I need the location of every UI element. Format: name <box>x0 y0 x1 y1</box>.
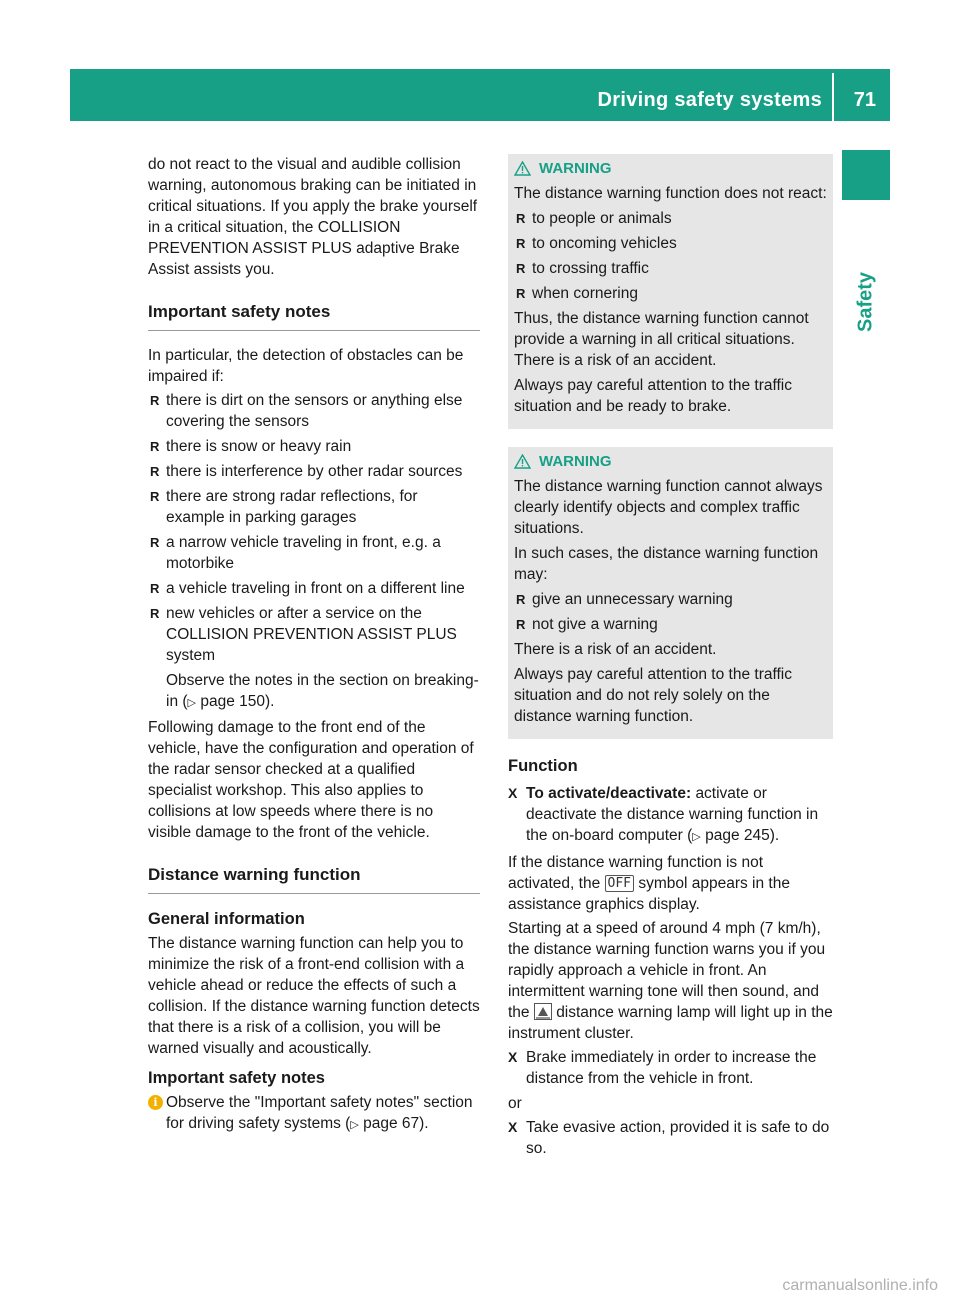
list-item: R a vehicle traveling in front on a different line <box>150 580 465 597</box>
warning-box-2 <box>508 447 833 739</box>
list-item: R to people or animals <box>516 210 672 227</box>
left-column <box>148 154 480 1136</box>
impair-intro: In particular, the detection of obstacles can be impaired if: <box>148 347 464 385</box>
distance-warning-lamp-icon <box>534 1003 552 1020</box>
header-separator <box>832 73 834 121</box>
step-activate: X To activate/deactivate: activate or deactivate the distance warning function in the on-board computer (▷ page 245). <box>508 785 819 844</box>
or-text: or <box>508 1095 522 1112</box>
distance-warning-off-icon: OFF <box>605 875 634 892</box>
step-arrow-icon: X <box>508 1049 518 1065</box>
bullet-icon: R <box>150 535 160 550</box>
heading-distance-warning-function: Distance warning function <box>148 864 480 894</box>
right-column <box>508 154 833 1163</box>
warning-text: There is a risk of an accident. <box>514 641 717 658</box>
bullet-icon: R <box>150 489 160 504</box>
info-note: i Observe the "Important safety notes" section for driving safety systems (▷ page 67). <box>148 1092 480 1136</box>
step-brake: X Brake immediately in order to increase the distance from the vehicle in front. <box>508 1049 817 1087</box>
bullet-icon: R <box>150 464 160 479</box>
bullet-icon: R <box>150 581 160 596</box>
bullet-icon: R <box>516 617 526 632</box>
page-ref-link[interactable]: page 67). <box>363 1115 429 1132</box>
list-item: R when cornering <box>516 285 638 302</box>
page-ref-icon: ▷ <box>350 1119 359 1131</box>
bullet-icon: R <box>516 592 526 607</box>
list-item: R there is dirt on the sensors or anything else covering the sensors <box>150 392 463 430</box>
warning-text: Always pay careful attention to the traffic situation and do not rely solely on the distance warning function. <box>514 666 793 725</box>
header-bar <box>70 69 890 121</box>
off-symbol-paragraph: If the distance warning function is not activated, the OFF symbol appears in the assistance graphics display. <box>508 854 790 913</box>
step-arrow-icon: X <box>508 1119 518 1135</box>
page-ref-icon: ▷ <box>692 831 701 843</box>
general-paragraph: The distance warning function can help you to minimize the risk of a front-end collision with a vehicle ahead or reduce the effects of such a collision. If the distance warning function detects that there is a risk of a collision, you will be warned visually and acoustically. <box>148 935 480 1057</box>
warning-box-1 <box>508 154 833 429</box>
warning-text: Thus, the distance warning function cannot provide a warning in all critical situations. There is a risk of an accident. <box>514 310 809 369</box>
warning-triangle-icon <box>514 454 531 469</box>
bullet-icon: R <box>516 211 526 226</box>
heading-function: Function <box>508 757 578 775</box>
intro-paragraph: do not react to the visual and audible collision warning, autonomous braking can be initiated in critical situations. If you apply the brake yourself in a critical situation, the COLLISION PREVENTION ASSIST PLUS adaptive Brake Assist assists you. <box>148 156 478 278</box>
bullet-icon: R <box>516 286 526 301</box>
impair-list <box>148 390 480 666</box>
warning-text: Always pay careful attention to the traffic situation and be ready to brake. <box>514 377 793 415</box>
side-chapter-label: Safety <box>854 271 877 333</box>
subheading-general-information: General information <box>148 910 305 928</box>
section-title: Driving safety systems <box>597 89 822 111</box>
list-item: R there is interference by other radar sources <box>150 463 463 480</box>
page-ref-icon: ▷ <box>187 697 197 709</box>
warning-title: WARNING <box>539 453 612 470</box>
list-item: R there are strong radar reflections, for example in parking garages <box>150 488 418 526</box>
page-ref-link[interactable]: page 245). <box>705 827 780 844</box>
bullet-icon: R <box>150 393 160 408</box>
list-item: R to oncoming vehicles <box>516 235 677 252</box>
speed-paragraph: Starting at a speed of around 4 mph (7 km/h), the distance warning function warns you if you rapidly approach a vehicle in front. An intermittent warning tone will then sound, and the distance warning lamp will light up in the instrument cluster. <box>508 920 833 1042</box>
list-item: R to crossing traffic <box>516 260 649 277</box>
warning-list <box>514 208 827 304</box>
warning-triangle-icon <box>514 161 531 176</box>
warning-title: WARNING <box>539 160 612 177</box>
page-ref-link[interactable]: page 150). <box>200 693 275 710</box>
list-item: R there is snow or heavy rain <box>150 438 352 455</box>
list-item: R give an unnecessary warning <box>516 591 733 608</box>
bullet-icon: R <box>516 261 526 276</box>
heading-important-safety-notes: Important safety notes <box>148 301 480 331</box>
bullet-icon: R <box>516 236 526 251</box>
warning-intro: The distance warning function does not react: <box>514 185 827 202</box>
warning-intro: The distance warning function cannot always clearly identify objects and complex traffic situations. <box>514 478 823 537</box>
observe-note: Observe the notes in the section on breaking-in (▷ page 150). <box>166 672 479 710</box>
bullet-icon: R <box>150 606 160 621</box>
warning-intro: In such cases, the distance warning function may: <box>514 545 819 583</box>
step-evasive: X Take evasive action, provided it is safe to do so. <box>508 1119 830 1157</box>
watermark: carmanualsonline.info <box>782 1277 938 1294</box>
info-icon: i <box>148 1095 163 1110</box>
warning-list <box>514 589 827 635</box>
page-number: 71 <box>853 89 876 111</box>
warning-header <box>514 451 827 472</box>
damage-paragraph: Following damage to the front end of the vehicle, have the configuration and operation of the radar sensor checked at a qualified specialist workshop. This also applies to collisions at low speeds where there is no visible damage to the front of the vehicle. <box>148 719 474 841</box>
step-arrow-icon: X <box>508 785 518 801</box>
list-item: R not give a warning <box>516 616 658 633</box>
subheading-important-safety-notes: Important safety notes <box>148 1069 325 1087</box>
side-tab-marker <box>842 150 890 200</box>
bullet-icon: R <box>150 439 160 454</box>
warning-header <box>514 158 827 179</box>
list-item: R a narrow vehicle traveling in front, e.g. a motorbike <box>150 534 441 572</box>
list-item: R new vehicles or after a service on the COLLISION PREVENTION ASSIST PLUS system <box>150 605 457 664</box>
